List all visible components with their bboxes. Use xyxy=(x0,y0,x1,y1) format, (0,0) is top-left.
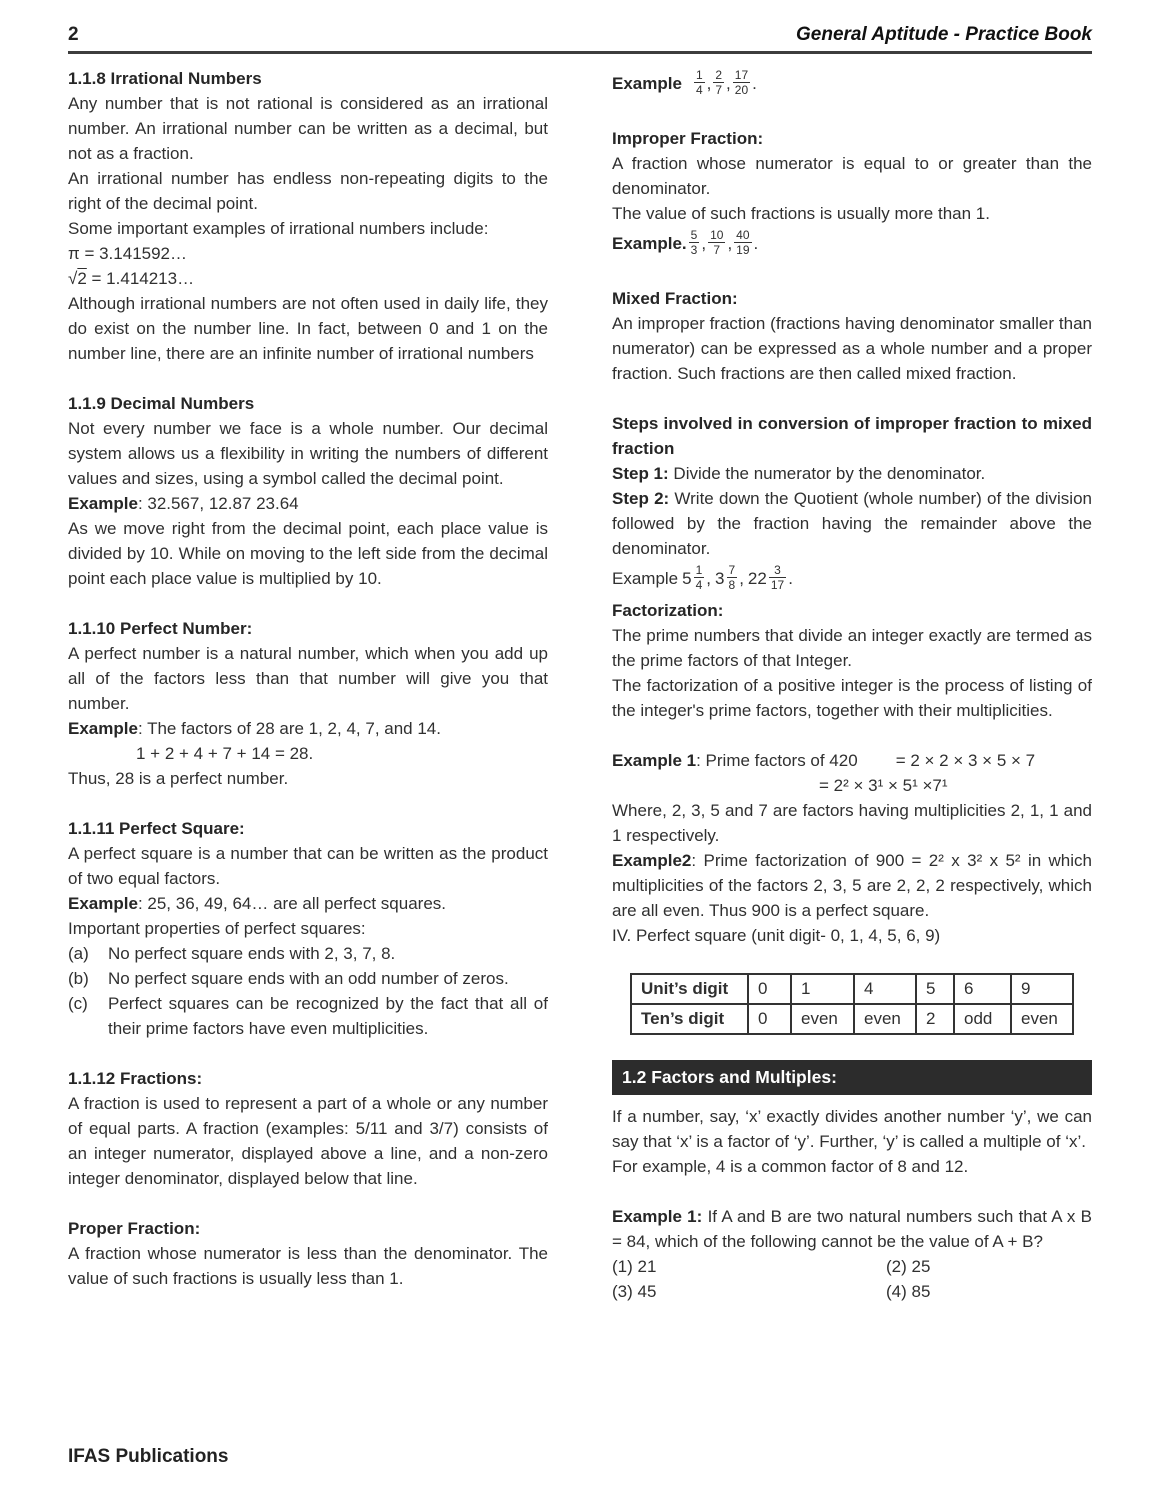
section-irrational-numbers xyxy=(68,66,548,366)
table-cell: even xyxy=(1011,1004,1073,1034)
table-cell: 0 xyxy=(748,1004,791,1034)
example-label: Example xyxy=(68,719,138,738)
example-fraction-line xyxy=(612,228,1092,261)
example-label: Example. xyxy=(612,233,687,253)
row-label: Unit’s digit xyxy=(631,974,748,1004)
section-factorization xyxy=(612,598,1092,723)
section-prime-factor-examples xyxy=(612,748,1092,948)
question-paragraph xyxy=(612,1204,1092,1254)
separator: , xyxy=(727,233,733,253)
paragraph: The factorization of a positive integer is the process of listing of the integer's prime factors, together with their multiplicities. xyxy=(612,676,1092,720)
paragraph: As we move right from the decimal point, each place value is divided by 10. While on moving to the left side from the decimal point each place value is multiplied by 10. xyxy=(68,519,548,588)
fraction: $\frac{10}{7}$ xyxy=(710,228,724,257)
option-4: (4) 85 xyxy=(886,1282,931,1301)
row-label: Ten’s digit xyxy=(631,1004,748,1034)
page-header xyxy=(68,24,1092,54)
option-1: (1) 21 xyxy=(612,1257,657,1276)
item-text: Perfect squares can be recognized by the fact that all of their prime factors have even multiplicities. xyxy=(108,994,548,1038)
table-cell: 9 xyxy=(1011,974,1073,1004)
step-text: Divide the numerator by the denominator. xyxy=(668,464,986,483)
step-text: Write down the Quotient (whole number) of the division followed by the fraction having the remainder above the denominator. xyxy=(612,489,1092,558)
section-heading: Proper Fraction: xyxy=(68,1219,201,1238)
section-fractions xyxy=(68,1066,548,1191)
fraction: $\frac{7}{8}$ xyxy=(728,563,736,592)
paragraph: A fraction is used to represent a part of a whole or any number of equal parts. A fraction (examples: 5/11 and 3/7) consists of an integer numerator, displayed above a line, and a non-zero integer denominator, displayed below that line. xyxy=(68,1094,548,1188)
paragraph: If a number, say, ‘x’ exactly divides another number ‘y’, we can say that ‘x’ is a factor of ‘y’. Further, ‘y’ is called a multiple of ‘x’. xyxy=(612,1107,1092,1151)
item-text: No perfect square ends with an odd number of zeros. xyxy=(108,969,509,988)
sqrt-value-line xyxy=(68,266,548,291)
whole-number: 5 xyxy=(682,568,692,588)
paragraph: The prime numbers that divide an integer exactly are termed as the prime factors of that Integer. xyxy=(612,626,1092,670)
example-label: Example 1: xyxy=(612,1207,703,1226)
paragraph: A fraction whose numerator is equal to or greater than the denominator. xyxy=(612,154,1092,198)
fraction: $\frac{3}{17}$ xyxy=(770,563,785,592)
sqrt-rest: = 1.414213… xyxy=(86,269,195,288)
paragraph: Not every number we face is a whole number. Our decimal system allows us a flexibility in writing the numbers of different values and sizes, using a symbol called the decimal point. xyxy=(68,419,548,488)
table-cell: 4 xyxy=(854,974,916,1004)
answer-options xyxy=(612,1254,1092,1304)
table-cell: 1 xyxy=(791,974,854,1004)
section-unit-digit-table xyxy=(612,973,1092,1035)
section-decimal-numbers xyxy=(68,391,548,591)
sum-line: 1 + 2 + 4 + 7 + 14 = 28. xyxy=(136,744,314,763)
section-heading: 1.1.12 Fractions: xyxy=(68,1069,203,1088)
paragraph: A perfect number is a natural number, which when you add up all of the factors less than that number will give you that number. xyxy=(68,644,548,713)
example-text: : Prime factorization of 900 = 2² x 3² x 5² in which multiplicities of the factors 2, 3, 5 are 2, 2, 2 respectively, which are all even. Thus 900 is a perfect square. xyxy=(612,851,1092,920)
paragraph: The value of such fractions is usually more than 1. xyxy=(612,204,990,223)
section-conversion-steps xyxy=(612,411,1092,596)
section-perfect-number xyxy=(68,616,548,791)
whole-number: 22 xyxy=(747,568,767,588)
table-cell: 5 xyxy=(916,974,954,1004)
example-2-paragraph xyxy=(612,848,1092,923)
example-text: : The factors of 28 are 1, 2, 4, 7, and 14. xyxy=(137,719,441,738)
fraction: $\frac{40}{19}$ xyxy=(736,228,750,257)
example-line xyxy=(68,491,548,516)
example-line xyxy=(68,891,548,916)
section-mixed-fraction xyxy=(612,286,1092,386)
fraction: $\frac{5}{3}$ xyxy=(690,228,698,257)
section-heading: 1.1.10 Perfect Number: xyxy=(68,619,253,638)
paragraph: For example, 4 is a common factor of 8 and 12. xyxy=(612,1157,969,1176)
item-marker: (b) xyxy=(68,969,89,988)
example-text: : 25, 36, 49, 64… are all perfect squares. xyxy=(137,894,447,913)
section-heading: 1.1.11 Perfect Square: xyxy=(68,819,245,838)
example-label: Example 1 xyxy=(612,751,697,770)
paragraph: Any number that is not rational is considered as an irrational number. An irrational number can be written as a decimal, but not as a fraction. xyxy=(68,94,548,163)
table-cell: 2 xyxy=(916,1004,954,1034)
table-cell: 0 xyxy=(748,974,791,1004)
example-label: Example xyxy=(612,73,682,93)
example-text: : 32.567, 12.87 23.64 xyxy=(137,494,299,513)
sqrt-argument: 2 xyxy=(77,269,87,288)
fraction: $\frac{17}{20}$ xyxy=(734,68,749,97)
paragraph: Important properties of perfect squares: xyxy=(68,919,366,938)
item-text: No perfect square ends with 2, 3, 7, 8. xyxy=(108,944,396,963)
perfect-square-unit-digit-line: IV. Perfect square (unit digit- 0, 1, 4, 5, 6, 9) xyxy=(612,926,941,945)
example-line xyxy=(68,716,548,741)
section-banner: 1.2 Factors and Multiples: xyxy=(612,1060,1092,1095)
step-label: Step 1: xyxy=(612,464,669,483)
section-heading: Mixed Fraction: xyxy=(612,289,738,308)
table-cell: even xyxy=(854,1004,916,1034)
item-marker: (a) xyxy=(68,944,89,963)
example-1-line xyxy=(612,748,1092,773)
section-perfect-square xyxy=(68,816,548,1041)
section-example-question xyxy=(612,1204,1092,1304)
option-3: (3) 45 xyxy=(612,1282,657,1301)
item-marker: (c) xyxy=(68,994,88,1013)
table-cell: even xyxy=(791,1004,854,1034)
section-improper-fraction xyxy=(612,126,1092,261)
section-proper-fraction xyxy=(68,1216,548,1291)
section-heading: 1.1.9 Decimal Numbers xyxy=(68,394,255,413)
paragraph: A fraction whose numerator is less than the denominator. The value of such fractions is usually less than 1. xyxy=(68,1244,548,1288)
example-label: Example xyxy=(68,894,138,913)
step-label: Step 2: xyxy=(612,489,670,508)
paragraph: A perfect square is a number that can be written as the product of two equal factors. xyxy=(68,844,548,888)
two-column-layout xyxy=(68,66,1092,1304)
page-number: 2 xyxy=(68,24,79,45)
example-mixed-number-line xyxy=(612,563,1092,596)
paragraph: Thus, 28 is a perfect number. xyxy=(68,769,289,788)
section-example-fractions xyxy=(612,68,1092,101)
paragraph: Some important examples of irrational numbers include: xyxy=(68,219,489,238)
equation-2: = 2² × 3¹ × 5¹ ×7¹ xyxy=(819,776,948,795)
book-title: General Aptitude - Practice Book xyxy=(796,24,1092,45)
period: . xyxy=(753,233,759,253)
table-row xyxy=(631,1004,1073,1034)
separator: , xyxy=(701,233,707,253)
paragraph: Although irrational numbers are not often used in daily life, they do exist on the number line. In fact, between 0 and 1 on the number line, there are an infinite number of irrational numbers xyxy=(68,294,548,363)
publisher-footer: IFAS Publications xyxy=(68,1446,229,1467)
period: . xyxy=(788,568,793,588)
separator: , xyxy=(726,73,731,93)
section-factors-and-multiples xyxy=(612,1060,1092,1179)
pi-value-line: π = 3.141592… xyxy=(68,244,188,263)
fraction: $\frac{1}{4}$ xyxy=(695,563,703,592)
example-label: Example2 xyxy=(612,851,692,870)
section-heading: Improper Fraction: xyxy=(612,129,764,148)
section-heading: 1.1.8 Irrational Numbers xyxy=(68,69,262,88)
right-column xyxy=(612,66,1092,1304)
example-text: : Prime factors of 420 xyxy=(696,751,858,770)
period: . xyxy=(752,73,757,93)
paragraph: An irrational number has endless non-repeating digits to the right of the decimal point. xyxy=(68,169,548,213)
table-cell: 6 xyxy=(954,974,1011,1004)
equation-1: = 2 × 2 × 3 × 5 × 7 xyxy=(895,751,1036,770)
paragraph: An improper fraction (fractions having denominator smaller than numerator) can be expressed as a whole number and a proper fraction. Such fractions are then called mixed fraction. xyxy=(612,314,1092,383)
example-label: Example xyxy=(612,568,679,588)
left-column xyxy=(68,66,548,1304)
whole-number: 3 xyxy=(715,568,725,588)
sqrt-symbol: √ xyxy=(68,269,78,288)
unit-digit-table xyxy=(630,973,1074,1035)
question-text: If A and B are two natural numbers such that A x B = 84, which of the following cannot be the value of A + B? xyxy=(612,1207,1093,1251)
property-item-a xyxy=(68,941,548,966)
property-item-c xyxy=(68,991,548,1041)
separator: , xyxy=(706,73,712,93)
paragraph: Where, 2, 3, 5 and 7 are factors having multiplicities 2, 1, 1 and 1 respectively. xyxy=(612,801,1092,845)
option-2: (2) 25 xyxy=(886,1257,931,1276)
fraction: $\frac{2}{7}$ xyxy=(715,68,723,97)
section-heading: Factorization: xyxy=(612,601,724,620)
step-2-line xyxy=(612,486,1092,561)
example-label: Example xyxy=(68,494,138,513)
property-item-b xyxy=(68,966,548,991)
example-fraction-line xyxy=(612,68,1092,101)
table-row xyxy=(631,974,1073,1004)
section-heading: Steps involved in conversion of improper fraction to mixed fraction xyxy=(612,414,1092,458)
separator: , xyxy=(739,568,744,588)
fraction: $\frac{1}{4}$ xyxy=(695,68,703,97)
separator: , xyxy=(706,568,712,588)
table-cell: odd xyxy=(954,1004,1011,1034)
step-1-line xyxy=(612,461,1092,486)
